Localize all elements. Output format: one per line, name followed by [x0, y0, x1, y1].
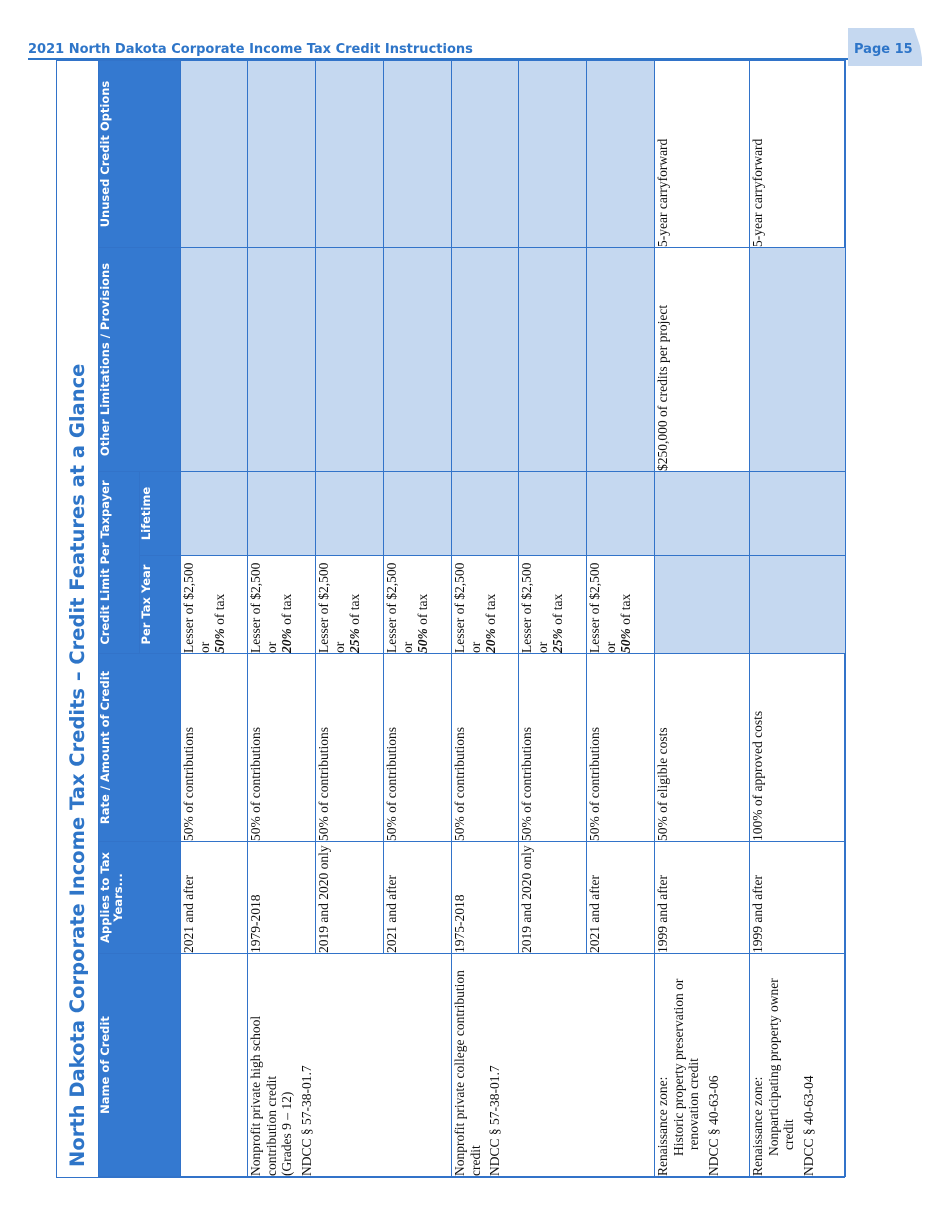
cell-rate: 100% of approved costs	[750, 654, 846, 842]
cell-name: Nonprofit private college contribution credit NDCC § 57-38-01.7	[452, 954, 655, 1177]
cell-unused	[248, 61, 316, 248]
cell-lifetime	[750, 472, 846, 556]
cell-rate: 50% of eligible costs	[655, 654, 750, 842]
table-row	[181, 61, 248, 1177]
page-number: Page 15	[854, 42, 913, 57]
cell-name	[181, 954, 248, 1177]
document-title: 2021 North Dakota Corporate Income Tax Credit Instructions	[28, 42, 473, 57]
cell-per-tax-year: Lesser of $2,500 or 25% of tax	[316, 556, 384, 654]
cell-rate: 50% of contributions	[587, 654, 655, 842]
table-title-band	[57, 62, 98, 1177]
col-header-other: Other Limitations / Provisions	[99, 248, 181, 472]
document-header	[28, 40, 918, 60]
cell-applies: 2019 and 2020 only	[519, 842, 587, 954]
cell-other	[181, 248, 248, 472]
cell-other	[248, 248, 316, 472]
cell-lifetime	[384, 472, 452, 556]
cell-lifetime	[316, 472, 384, 556]
cell-unused: 5-year carryforward	[655, 61, 750, 248]
cell-lifetime	[248, 472, 316, 556]
cell-applies: 1979-2018	[248, 842, 316, 954]
cell-other	[384, 248, 452, 472]
cell-unused	[316, 61, 384, 248]
cell-per-tax-year: Lesser of $2,500 or 20% of tax	[452, 556, 519, 654]
cell-lifetime	[452, 472, 519, 556]
cell-other	[316, 248, 384, 472]
cell-applies: 1999 and after	[655, 842, 750, 954]
cell-lifetime	[181, 472, 248, 556]
col-header-per-tax-year: Per Tax Year	[140, 556, 181, 654]
cell-unused: 5-year carryforward	[750, 61, 846, 248]
cell-rate: 50% of contributions	[248, 654, 316, 842]
cell-applies: 1975-2018	[452, 842, 519, 954]
cell-applies: 2021 and after	[587, 842, 655, 954]
cell-rate: 50% of contributions	[316, 654, 384, 842]
table-row	[248, 61, 316, 1177]
cell-lifetime	[655, 472, 750, 556]
cell-unused	[587, 61, 655, 248]
cell-other	[587, 248, 655, 472]
cell-per-tax-year: Lesser of $2,500 or 50% of tax	[587, 556, 655, 654]
cell-per-tax-year: Lesser of $2,500 or 25% of tax	[519, 556, 587, 654]
table-frame	[56, 60, 845, 1178]
col-header-name: Name of Credit	[99, 954, 181, 1177]
cell-per-tax-year: Lesser of $2,500 or 50% of tax	[181, 556, 248, 654]
cell-unused	[384, 61, 452, 248]
cell-applies: 2021 and after	[384, 842, 452, 954]
cell-rate: 50% of contributions	[452, 654, 519, 842]
table-title: North Dakota Corporate Income Tax Credits – Credit Features at a Glance	[66, 363, 89, 1167]
cell-unused	[452, 61, 519, 248]
cell-lifetime	[587, 472, 655, 556]
cell-name: Renaissance zone: Historic property preservation or renovation credit NDCC § 40-63-06	[655, 954, 750, 1177]
cell-applies: 2021 and after	[181, 842, 248, 954]
table-row	[655, 61, 750, 1177]
cell-name: Nonprofit private high school contribution credit (Grades 9 – 12) NDCC § 57-38-01.7	[248, 954, 452, 1177]
cell-applies: 1999 and after	[750, 842, 846, 954]
cell-applies: 2019 and 2020 only	[316, 842, 384, 954]
cell-lifetime	[519, 472, 587, 556]
table-row	[750, 61, 846, 1177]
cell-rate: 50% of contributions	[181, 654, 248, 842]
cell-unused	[519, 61, 587, 248]
cell-per-tax-year: Lesser of $2,500 or 20% of tax	[248, 556, 316, 654]
rotated-table-container	[56, 60, 845, 1178]
page-number-badge	[848, 26, 926, 66]
cell-name: Renaissance zone: Nonparticipating property owner credit NDCC § 40-63-04	[750, 954, 846, 1177]
table-row	[452, 61, 519, 1177]
cell-other: $250,000 of credits per project	[655, 248, 750, 472]
cell-rate: 50% of contributions	[384, 654, 452, 842]
col-header-rate: Rate / Amount of Credit	[99, 654, 181, 842]
cell-per-tax-year: Lesser of $2,500 or 50% of tax	[384, 556, 452, 654]
credit-features-table	[98, 60, 846, 1177]
col-header-lifetime: Lifetime	[140, 472, 181, 556]
cell-unused	[181, 61, 248, 248]
col-header-applies: Applies to Tax Years...	[99, 842, 181, 954]
cell-other	[750, 248, 846, 472]
col-header-credit-limit: Credit Limit Per Taxpayer	[99, 472, 140, 654]
col-header-unused: Unused Credit Options	[99, 61, 181, 248]
cell-per-tax-year	[655, 556, 750, 654]
cell-per-tax-year	[750, 556, 846, 654]
cell-rate: 50% of contributions	[519, 654, 587, 842]
cell-other	[519, 248, 587, 472]
cell-other	[452, 248, 519, 472]
